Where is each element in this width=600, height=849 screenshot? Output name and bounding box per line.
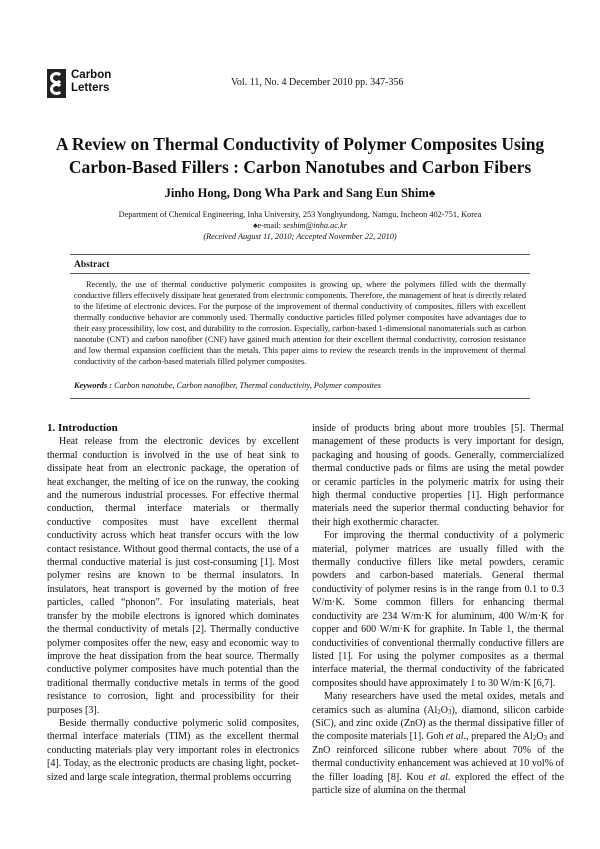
abstract-top-rule	[70, 254, 530, 255]
paragraph: For improving the thermal conductivity of a polymeric material, polymer matrices are usually filled with the thermally conductive fillers like metal powders, ceramic powders and carbon-based materials. General thermal conductivity of polymer resins is in the range from 0.1 to 0.3 W/m·K. Some common fillers for enhancing thermal conductivity are 234 W/m·K for aluminum, 400 W/m·K for copper and 600 W/m·K for graphite. In Table 1, the thermal conductivities of conventional thermally conductive fillers are listed [1]. For using the polymer composites as a thermal interface material, the thermal conductivity of the fabricated composites should have approximately 1 to 30 W/m·K [6,7].	[312, 530, 564, 689]
section-heading: 1. Introduction	[47, 422, 118, 434]
affiliation: Department of Chemical Engineering, Inha University, 253 Yonghyundong, Namgu, Incheon 402-751, Korea	[118, 210, 482, 219]
email-line: ♠e-mail: seshim@inha.ac.kr	[253, 221, 347, 230]
carbon-letters-logo-icon	[47, 69, 66, 98]
paragraph: inside of products bring about more troubles [5]. Thermal management of these products is very important for design, packaging and housing of goods. Generally, commercialized thermal conductive pads or films are using the metal powder or ceramic particles in the polymeric matrix for using their high thermal conductive properties [1]. High performance materials need the superior thermal conducting behavior for their high exothermic character.	[312, 423, 564, 528]
abstract-heading: Abstract	[74, 260, 110, 270]
journal-name: Carbon Letters	[71, 69, 112, 94]
paragraph: Heat release from the electronic devices by excellent thermal conduction is involved in the use of heat sink to dissipate heat from an electronic package, the operation of heat exchanger, the melting of ice on the runway, the cooking and the numerous industrial processes. For effective thermal conduction, thermal interface materials or thermally conductive composites must have excellent thermal conductivity across which heat transfer occurs with the low contact resistance. Without good thermal contacts, the use of a thermal conductive material is just cost-consuming [1]. Most polymer resins are known to be thermal insulators. In insulators, heat transport is governed by the motion of free particles, called “phonon”. For insulating materials, heat transfer by the mobile electrons is ignored which dominates the thermal conductivity of metals [2]. Thermally conductive polymer composites offer the new, easy and economic way to improve the heat dissipation from the heat source. Thermally conductive polymer composites have much potential than the traditional thermally conductive metals in terms of the good resistance to corrosion, light and processibility for their purposes [3].	[47, 436, 299, 716]
abstract-bottom-rule	[70, 398, 530, 399]
affiliation-block	[40, 209, 560, 242]
received-dates: (Received August 11, 2010; Accepted November 22, 2010)	[203, 232, 397, 241]
abstract-text: Recently, the use of thermal conductive polymeric composites is growing up, where the polymers filled with the thermally conductive fillers effectively dissipate heat generated from electronic components. Therefore, the management of heat is directly related to the lifetime of electronic devices. For the purpose of the improvement of thermal conductivity of composites, fillers with excellent thermally conductive behavior are commonly used. Thermally conductive particles filled polymer composites have advantages due to their easy processibility, low cost, and durability to the corrosion. Especially, carbon-based 1-dimensional nanomaterials such as carbon nanotube (CNT) and carbon nanofiber (CNF) have gained much attention for their excellent thermal conductivity, corrosion resistance and low thermal expansion coefficient than the metals. This paper aims to review the research trends in the improvement of thermal conductivity of the carbon-based materials filled polymer composites.	[74, 280, 526, 366]
abstract-heading-rule	[70, 273, 530, 274]
email-address[interactable]: seshim@inha.ac.kr	[283, 221, 347, 230]
right-column	[312, 422, 564, 797]
paragraph: Beside thermally conductive polymeric solid composites, thermal interface materials (TIM) as the excellent thermal conducting materials play very important roles in electronics [4]. Today, as the electronic products are chasing light, pocket-sized and large scale integration, thermal problems occurring	[47, 717, 299, 783]
left-column	[47, 422, 299, 784]
volume-info: Vol. 11, No. 4 December 2010 pp. 347-356	[231, 77, 404, 88]
paragraph: Many researchers have used the metal oxides, metals and ceramics such as alumina $(Al_2O_3)$, diamond, silicon carbide (SiC), and zinc oxide (ZnO) as the thermal dissipative filler of the composite materials [1]. Goh et al., prepared the $Al_2O_3$ and ZnO reinforced silicone rubber where about 70% of the thermal conductivity enhancement was achieved at 10 vol% of the filler loading [8]. Kou et al. explored the effect of the particle size of alumina on the thermal	[312, 691, 565, 796]
keywords: Keywords : Carbon nanotube, Carbon nanofiber, Thermal conductivity, Polymer composites	[74, 381, 381, 390]
paper-title: A Review on Thermal Conductivity of Polymer Composites Using Carbon-Based Fillers : Carbon Nanotubes and Carbon Fibers	[55, 134, 545, 177]
authors: Jinho Hong, Dong Wha Park and Sang Eun Shim♠	[164, 186, 436, 200]
journal-logo	[47, 69, 137, 103]
